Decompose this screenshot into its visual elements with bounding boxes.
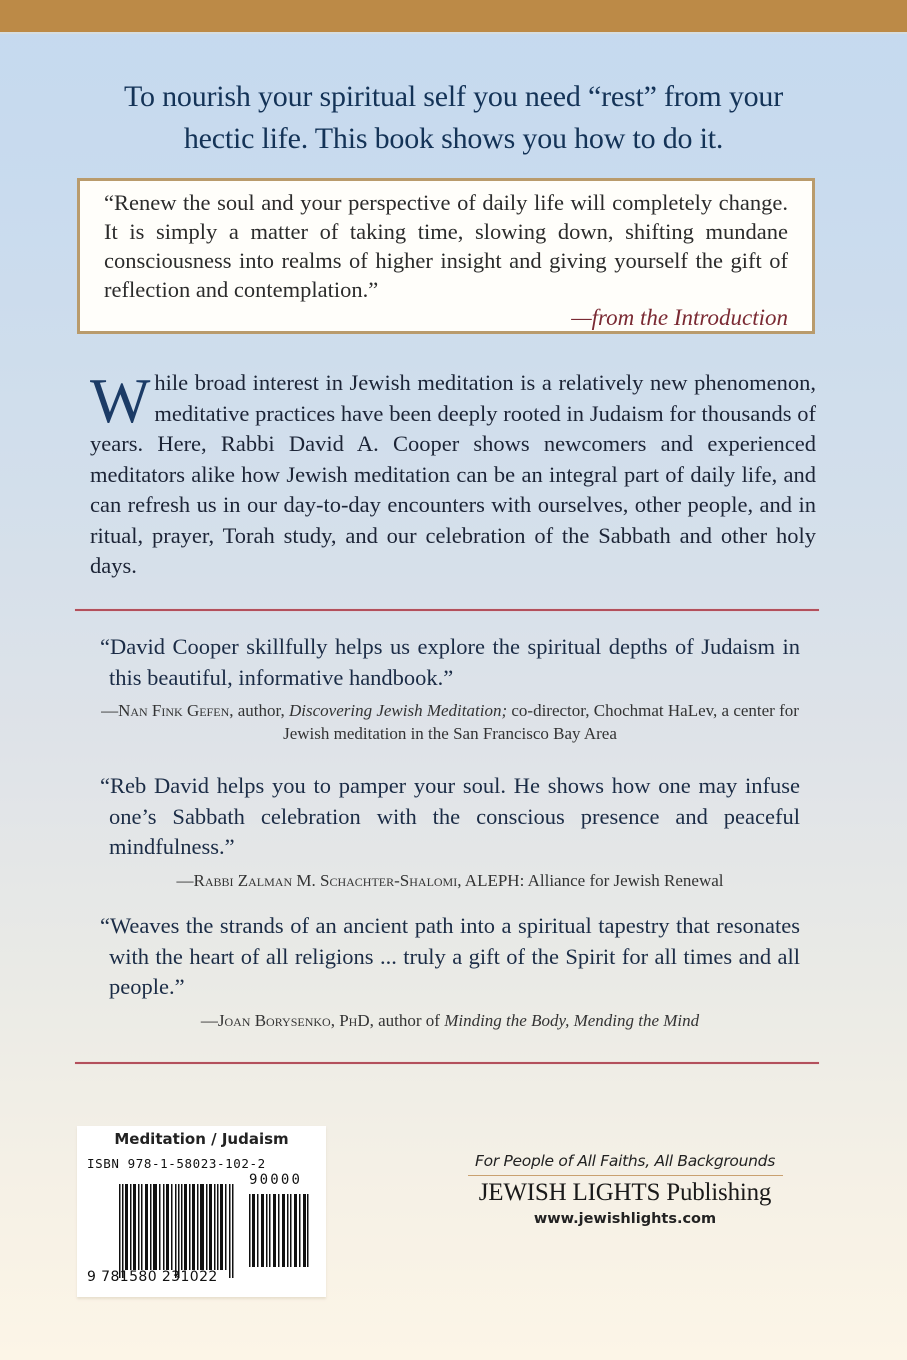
barcode-main-icon bbox=[119, 1184, 235, 1278]
reviewer-name: Joan Borysenko, PhD bbox=[217, 1010, 370, 1030]
drop-cap: W bbox=[90, 365, 151, 436]
review-text: “Reb David helps you to pamper your soul. He shows how one may infuse one’s Sabbath celebration with the conscious presence and peaceful mindfulness.” bbox=[100, 773, 800, 859]
tagline-line-1: To nourish your spiritual self you need “rest” from your bbox=[123, 80, 784, 113]
book-description bbox=[90, 365, 816, 582]
barcode-digits: 9 781580 231022 bbox=[87, 1269, 218, 1285]
isbn-number: ISBN 978-1-58023-102-2 bbox=[87, 1156, 266, 1171]
review-1 bbox=[100, 632, 800, 745]
attr-dash: — bbox=[101, 701, 119, 720]
description-text: hile broad interest in Jewish meditation is a relatively new phenomenon, meditative practices have been deeply rooted in Judaism for thousands of years. Here, Rabbi David A. Cooper shows newcomers and experienced meditators alike how Jewish meditation can be an integral part of daily life, and can refresh us in our day-to-day encounters with ourselves, other people, and in ritual, prayer, Torah study, and our celebration of the Sabbath and other holy days. bbox=[90, 370, 816, 578]
review-3 bbox=[100, 911, 800, 1032]
intro-quote-source: —from the Introduction bbox=[571, 305, 788, 330]
publisher-tagline: For People of All Faiths, All Backgrounds bbox=[475, 1152, 775, 1170]
review-attribution bbox=[100, 1009, 800, 1032]
publisher-divider bbox=[468, 1175, 783, 1176]
intro-quote-box bbox=[77, 178, 815, 334]
book-category: Meditation / Judaism bbox=[114, 1130, 289, 1148]
attr-dash: — bbox=[200, 1010, 218, 1030]
intro-quote-text: “Renew the soul and your perspective of daily life will completely change. It is simply a matter of taking time, slowing down, shifting mundane consciousness into realms of higher insight and giving yourself the gift of reflection and contemplation.” bbox=[104, 190, 788, 302]
reviewer-name: Rabbi Zalman M. Schachter-Shalomi bbox=[193, 870, 458, 890]
reviewer-role: , author of bbox=[369, 1010, 445, 1030]
review-text: “Weaves the strands of an ancient path into a spiritual tapestry that resonates with the heart of all religions ... truly a gift of the Spirit for all times and all people.” bbox=[100, 913, 800, 999]
top-color-band bbox=[0, 0, 907, 34]
tagline-line-2: hectic life. This book shows you how to do it. bbox=[183, 122, 724, 155]
review-attribution bbox=[100, 869, 800, 892]
barcode-label bbox=[77, 1126, 326, 1297]
publisher-name: JEWISH LIGHTS Publishing bbox=[478, 1179, 772, 1206]
review-attribution bbox=[100, 699, 800, 745]
price-code: 90000 bbox=[249, 1172, 303, 1188]
publisher-url: www.jewishlights.com bbox=[533, 1211, 717, 1227]
reviewer-affiliation: co-director, Chochmat HaLev, a center for Jewish meditation in the San Francisco Bay Area bbox=[283, 701, 799, 743]
cover-tagline bbox=[60, 76, 847, 160]
review-text: “David Cooper skillfully helps us explore the spiritual depths of Judaism in this beautiful, informative handbook.” bbox=[100, 634, 800, 690]
reviewer-role: , author, bbox=[229, 701, 289, 720]
review-2 bbox=[100, 771, 800, 892]
reviewer-name: Nan Fink Gefen bbox=[118, 701, 230, 720]
divider-rule-top bbox=[75, 609, 819, 611]
publisher-block bbox=[455, 1150, 795, 1230]
barcode-addon-icon bbox=[249, 1194, 309, 1267]
reviewer-affiliation: , ALEPH: Alliance for Jewish Renewal bbox=[457, 870, 724, 890]
divider-rule-bottom bbox=[75, 1062, 819, 1064]
reviewer-book-title: Minding the Body, Mending the Mind bbox=[444, 1010, 700, 1030]
attr-dash: — bbox=[176, 870, 194, 890]
reviewer-book-title: Discovering Jewish Meditation; bbox=[288, 701, 508, 720]
